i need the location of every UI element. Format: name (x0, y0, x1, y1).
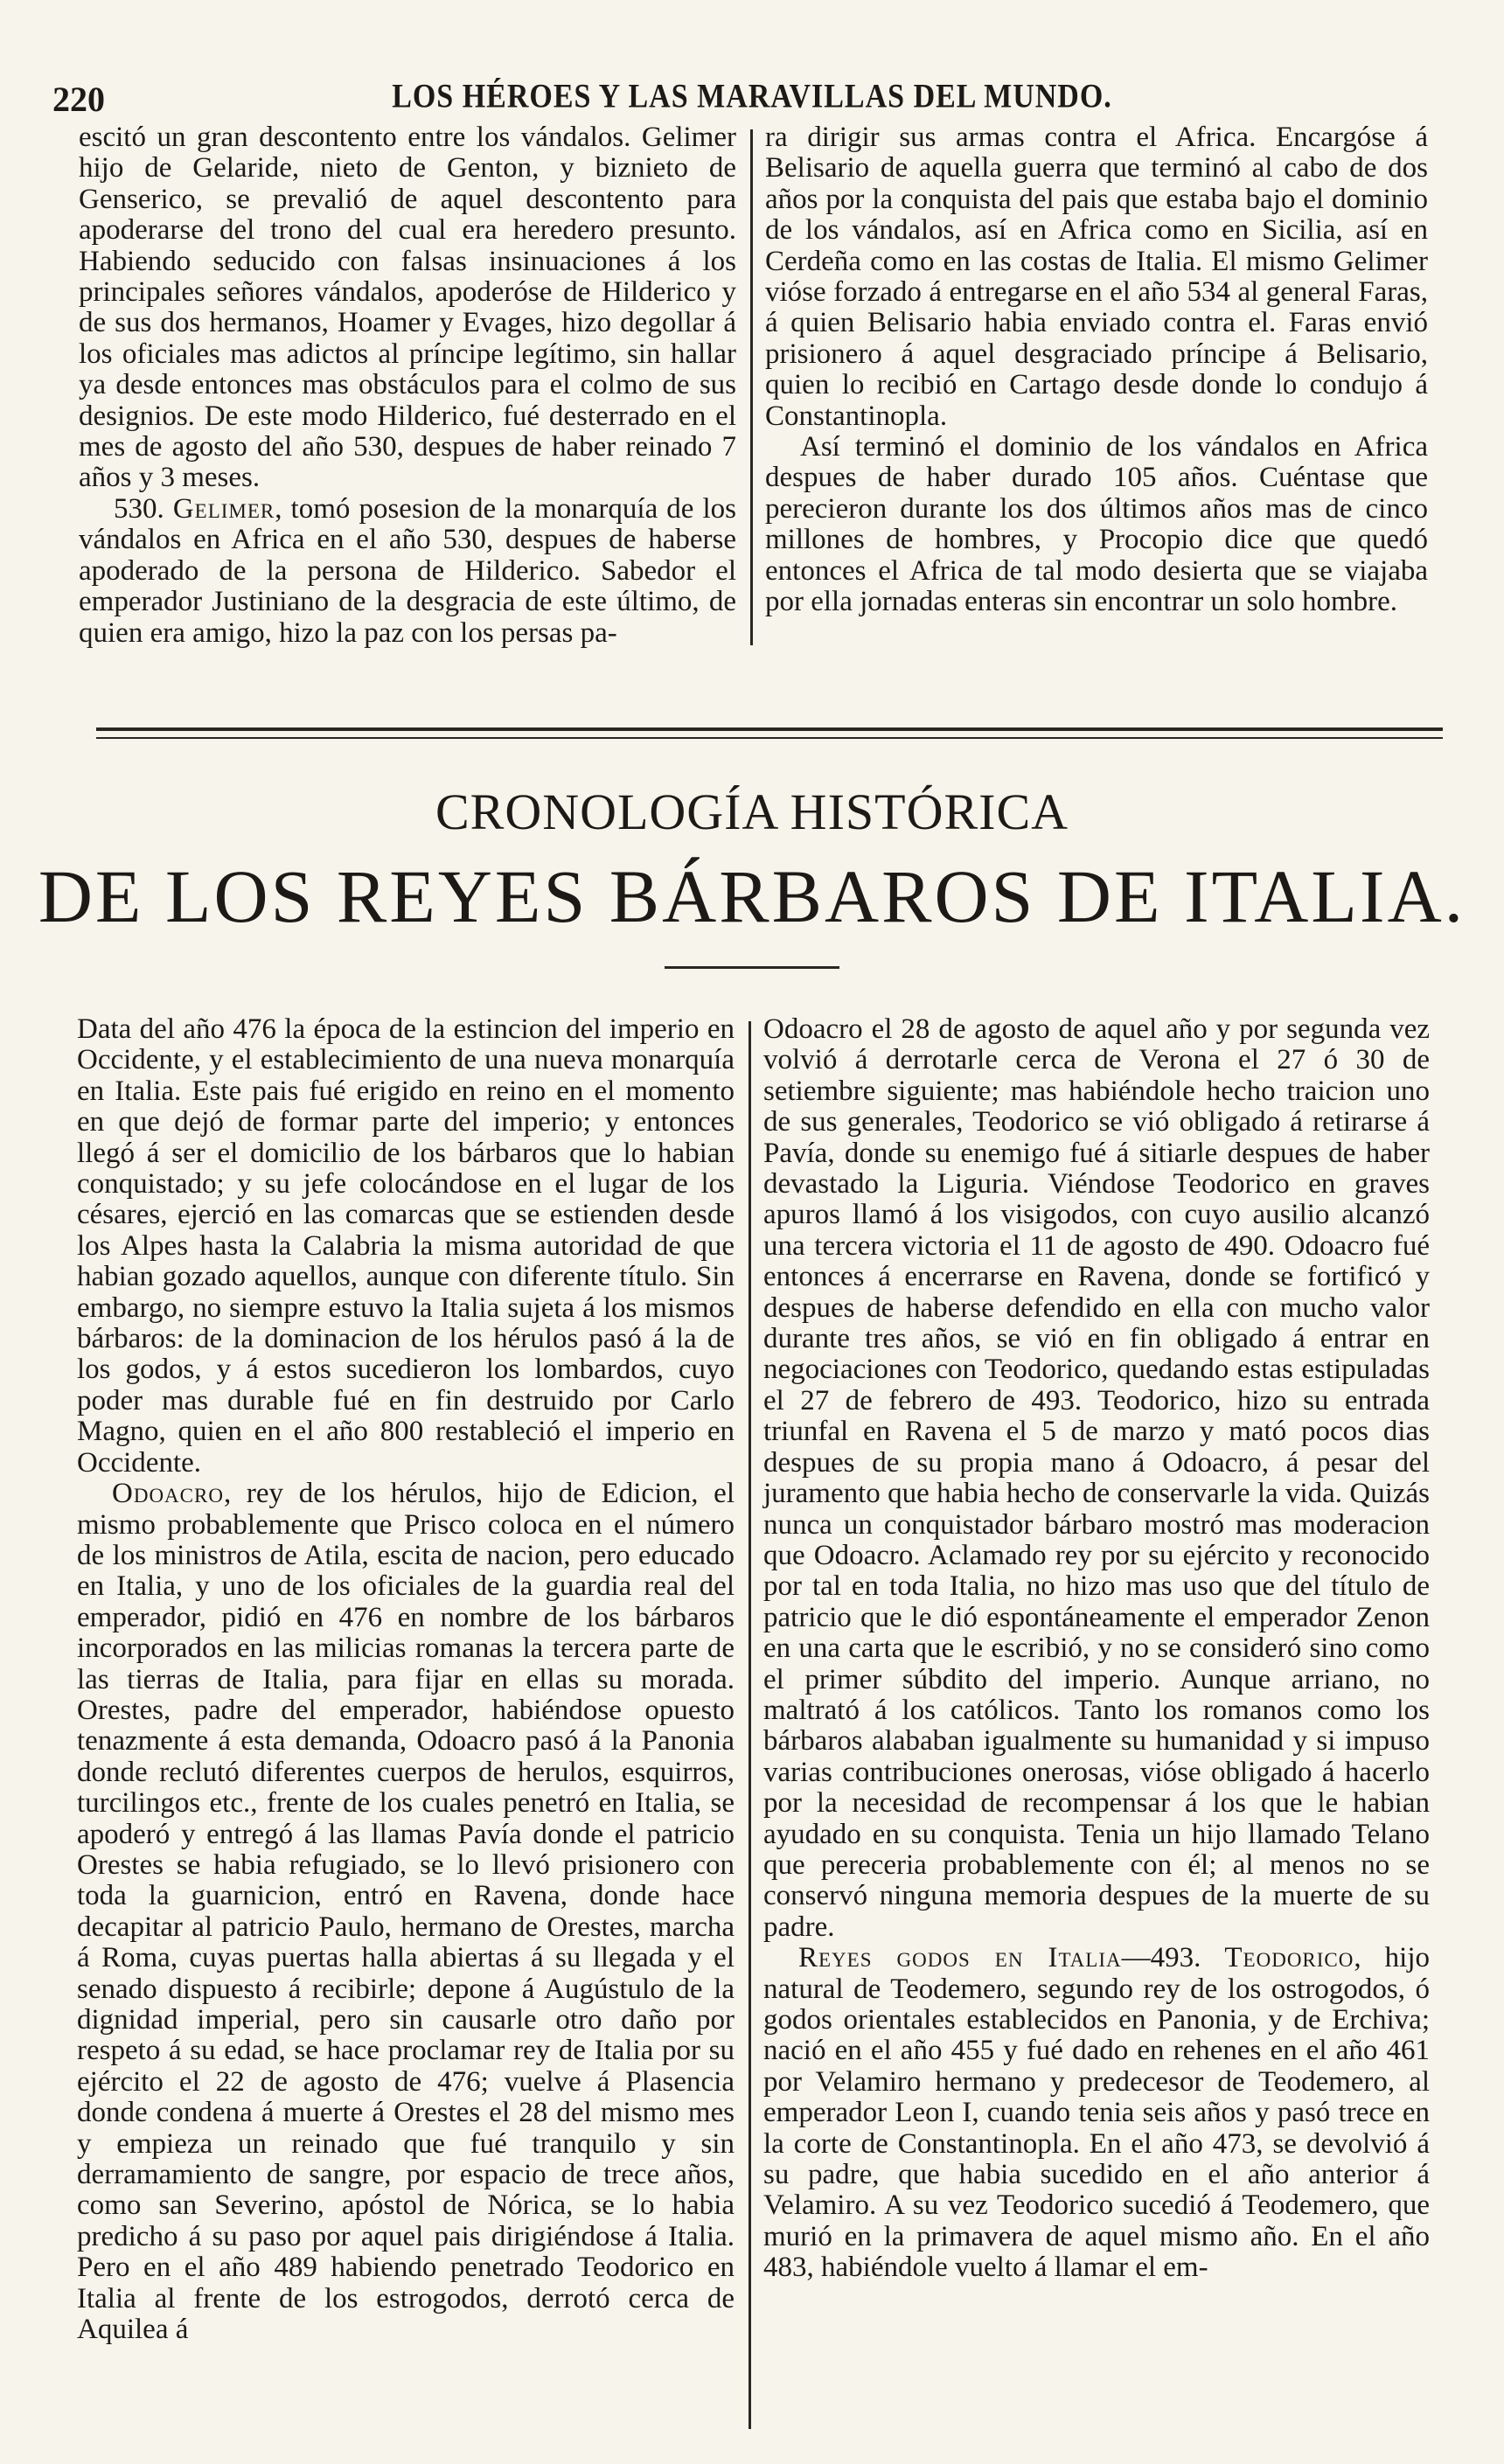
entry-odoacro (77, 1479, 735, 2345)
column-separator (750, 129, 753, 645)
entry-text: , tomó posesion de la monarquía de los vándalos en Africa en el año 530, despues de haberse apoderado de la persona de Hilderico. Sabedor el emperador Justiniano de la desgracia de este último, de quien era amigo, hizo la paz con los persas pa- (79, 492, 737, 649)
divider-rule (96, 727, 1443, 731)
top-right-column (765, 122, 1428, 618)
bottom-left-column (77, 1014, 735, 2345)
divider-rule-thin (96, 737, 1443, 739)
entry-number: 530. (114, 492, 164, 525)
paragraph: Así terminó el dominio de los vándalos en Africa despues de haber durado 105 años. Cuéntase que perecieron durante los dos últimos años mas de cinco millones de hombres, y Procopio dice que quedó entonces el Africa de tal modo desierta que se viajaba por ella jornadas enteras sin encontrar un solo hombre. (765, 431, 1428, 618)
paragraph: escitó un gran descontento entre los vándalos. Gelimer hijo de Gelaride, nieto de Genton, y biznieto de Genserico, se prevalió de aquel descontento para apoderarse del trono del cual era heredero presunto. Habiendo seducido con falsas insinuaciones á los principales señores vándalos, apoderóse de Hilderico y de sus dos hermanos, Hoamer y Evages, hizo degollar á los oficiales mas adictos al príncipe legítimo, sin hallar ya desde entonces mas obstáculos para el colmo de sus designios. De este modo Hilderico, fué desterrado en el mes de agosto del año 530, despues de haber reinado 7 años y 3 meses. (79, 122, 736, 494)
bottom-right-column (763, 1014, 1430, 2284)
entry-text: , rey de los hérulos, hijo de Edicion, el mismo probablemente que Prisco coloca en el número de los ministros de Atila, escita de nacion, pero educado en Italia, y uno de los oficiales de la guardia real del emperador, pidió en 476 en nombre de los bárbaros incorporados en las milicias romanas la tercera parte de las tierras de Italia, para fijar en ellas su morada. Orestes, padre del emperador, habiéndose opuesto tenazmente á esta demanda, Odoacro pasó á la Panonia donde reclutó diferentes cuerpos de herulos, esquirros, turcilingos etc., frente de los cuales penetró en Italia, se apoderó y entregó á las llamas Pavía donde el patricio Orestes se habia refugiado, se lo llevó prisionero con toda la guarnicion, entró en Ravena, donde hace decapitar al patricio Paulo, hermano de Orestes, marcha á Roma, cuyas puertas halla abiertas á su llegada y el senado dispuesto á recibirle; depone á Augústulo de la dignidad imperial, pero sin causarle otro daño por respeto á su edad, se hace proclamar rey de Italia por su ejército el 22 de agosto de 476; vuelve á Plasencia donde condena á muerte á Orestes el 28 del mismo mes y empieza un reinado que fué tranquilo y sin derramamiento de sangre, por espacio de trece años, como san Severino, apóstol de Nórica, se lo habia predicho á su paso por aquel pais dirigiéndose á Italia. Pero en el año 489 habiendo penetrado Teodorico en Italia al frente de los estrogodos, derrotó cerca de Aquilea á (77, 1478, 735, 2346)
entry-name: Odoacro (112, 1478, 224, 1510)
section-title-line1: CRONOLOGÍA HISTÓRICA (435, 783, 1069, 840)
entry-name: Teodorico (1224, 1942, 1354, 1974)
page-header (52, 79, 1452, 122)
top-left-column (79, 122, 736, 649)
column-separator (749, 1021, 751, 2429)
running-title: LOS HÉROES Y LAS MARAVILLAS DEL MUNDO. (392, 78, 1112, 115)
paragraph: ra dirigir sus armas contra el Africa. Encargóse á Belisario de aquella guerra que terminó al cabo de dos años por la conquista del pais que estaba bajo el dominio de los vándalos, así en Africa como en Sicilia, así en Cerdeña como en las costas de Italia. El mismo Gelimer vióse forzado á entregarse en el año 534 al general Faras, á quien Belisario habia enviado contra el. Faras envió prisionero á aquel desgraciado príncipe á Belisario, quien lo recibió en Cartago desde donde lo condujo á Constantinopla. (765, 122, 1428, 432)
section-title-line2: DE LOS REYES BÁRBAROS DE ITALIA. (38, 854, 1466, 938)
entry-gelimer (79, 494, 736, 649)
page-number: 220 (52, 80, 105, 119)
entry-name: Gelimer (172, 492, 275, 525)
entry-teodorico (763, 1943, 1430, 2283)
entry-heading: Reyes godos en Italia (798, 1942, 1122, 1974)
paragraph: Odoacro el 28 de agosto de aquel año y por segunda vez volvió á derrotarle cerca de Verona el 27 ó 30 de setiembre siguiente; mas habiéndole hecho traicion uno de sus generales, Teodorico se vió obligado á retirarse á Pavía, donde su enemigo fué á sitiarle despues de haber devastado la Liguria. Viéndose Teodorico en graves apuros llamó á los visigodos, con cuyo ausilio alcanzó una tercera victoria el 11 de agosto de 490. Odoacro fué entonces á encerrarse en Ravena, donde se fortificó y despues de haberse defendido en ella con mucho valor durante tres años, se vió en fin obligado á entrar en negociaciones con Teodorico, quedando estas estipuladas el 27 de febrero de 493. Teodorico, hizo su entrada triunfal en Ravena el 5 de marzo y mató pocos dias despues de su propia mano á Odoacro, á pesar del juramento que habia hecho de conservarle la vida. Quizás nunca un conquistador bárbaro mostró mas moderacion que Odoacro. Aclamado rey por su ejército y reconocido por tal en toda Italia, no hizo mas uso que del título de patricio que le dió espontáneamente el emperador Zenon en una carta que le escribió, y no se consideró sino como el primer súbdito del imperio. Aunque arriano, no maltrató á los católicos. Tanto los romanos como los bárbaros alababan igualmente su humanidad y si impuso varias contribuciones onerosas, vióse obligado á hacerlo por la necesidad de recompensar á los que le habian ayudado en su conquista. Tenia un hijo llamado Telano que pereceria probablemente con él; al menos no se conservó ninguna memoria despues de la muerte de su padre. (763, 1013, 1430, 1943)
title-underline (665, 966, 839, 969)
entry-text: , hijo natural de Teodemero, segundo rey de los ostrogodos, ó godos orientales establecidos en Panonia, y de Erchiva; nació en el año 455 y fué dado en rehenes en el año 461 por Velamiro hermano y predecesor de Teodemero, al emperador Leon I, cuando tenia seis años y pasó trece en la corte de Constantinopla. En el año 473, se devolvió á su padre, que habia sucedido en el año anterior á Velamiro. A su vez Teodorico sucedió á Teodemero, que murió en la primavera de aquel mismo año. En el año 483, habiéndole vuelto á llamar el em- (763, 1942, 1431, 2284)
entry-year: —493. (1121, 1942, 1201, 1974)
paragraph-intro: Data del año 476 la época de la estincion del imperio en Occidente, y el establecimiento de una nueva monarquía en Italia. Este pais fué erigido en reino en el momento en que dejó de formar parte del imperio; y entonces llegó á ser el domicilio de los bárbaros que lo habian conquistado; y su jefe colocándose en el lugar de los césares, ejerció en las comarcas que se estienden desde los Alpes hasta la Calabria la misma autoridad de que habian gozado aquellos, aunque con diferente título. Sin embargo, no siempre estuvo la Italia sujeta á los mismos bárbaros: de la dominacion de los hérulos pasó á la de los godos, y á estos sucedieron los lombardos, cuyo poder mas durable fué en fin destruido por Carlo Magno, quien en el año 800 restableció el imperio en Occidente. (77, 1013, 735, 1479)
